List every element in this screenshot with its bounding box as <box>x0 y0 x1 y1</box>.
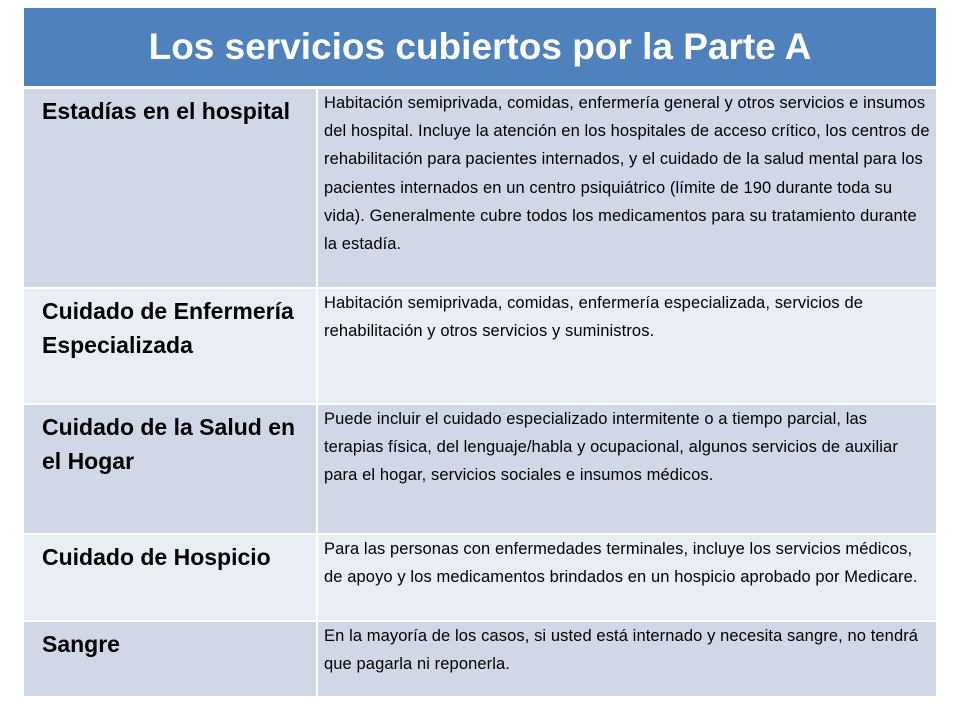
table-row-skilled-nursing <box>24 288 936 404</box>
row-label-cell <box>24 88 317 289</box>
row-description-cell <box>317 404 936 534</box>
row-description-cell <box>317 288 936 404</box>
row-description: Habitación semiprivada, comidas, enfermería general y otros servicios e insumos del hospital. Incluye la atención en los hospitales de acceso crítico, los centros de rehabilitación para pacientes internados, y el cuidado de la salud mental para los pacientes internados en un centro psiquiátrico (límite de 190 durante toda su vida). Generalmente cubre todos los medicamentos para su tratamiento durante la estadía. <box>324 94 930 254</box>
coverage-table <box>24 8 936 698</box>
table-row-home-health <box>24 404 936 534</box>
row-label-cell <box>24 404 317 534</box>
table-title: Los servicios cubiertos por la Parte A <box>24 8 936 88</box>
row-description-cell <box>317 534 936 621</box>
row-description: Puede incluir el cuidado especializado intermitente o a tiempo parcial, las terapias física, del lenguaje/habla y ocupacional, algunos servicios de auxiliar para el hogar, servicios sociales e insumos médicos. <box>324 410 898 485</box>
row-description: Habitación semiprivada, comidas, enfermería especializada, servicios de rehabilitación y otros servicios y suministros. <box>324 294 864 341</box>
row-description: En la mayoría de los casos, si usted está internado y necesita sangre, no tendrá que pagarla ni reponerla. <box>324 627 919 674</box>
row-description-cell <box>317 88 936 289</box>
row-label-cell <box>24 288 317 404</box>
row-label: Estadías en el hospital <box>42 98 290 124</box>
row-description: Para las personas con enfermedades terminales, incluye los servicios médicos, de apoyo y los medicamentos brindados en un hospicio aprobado por Medicare. <box>324 540 918 587</box>
row-label: Cuidado de la Salud en el Hogar <box>42 414 296 474</box>
row-label-cell <box>24 534 317 621</box>
table-row-hospice <box>24 534 936 621</box>
row-label: Cuidado de Hospicio <box>42 544 271 570</box>
row-label: Cuidado de Enfermería Especializada <box>42 298 294 358</box>
row-label-cell <box>24 621 317 697</box>
table-row-blood <box>24 621 936 697</box>
table-row-hospital-stays <box>24 88 936 289</box>
row-description-cell <box>317 621 936 697</box>
row-label: Sangre <box>42 631 120 657</box>
